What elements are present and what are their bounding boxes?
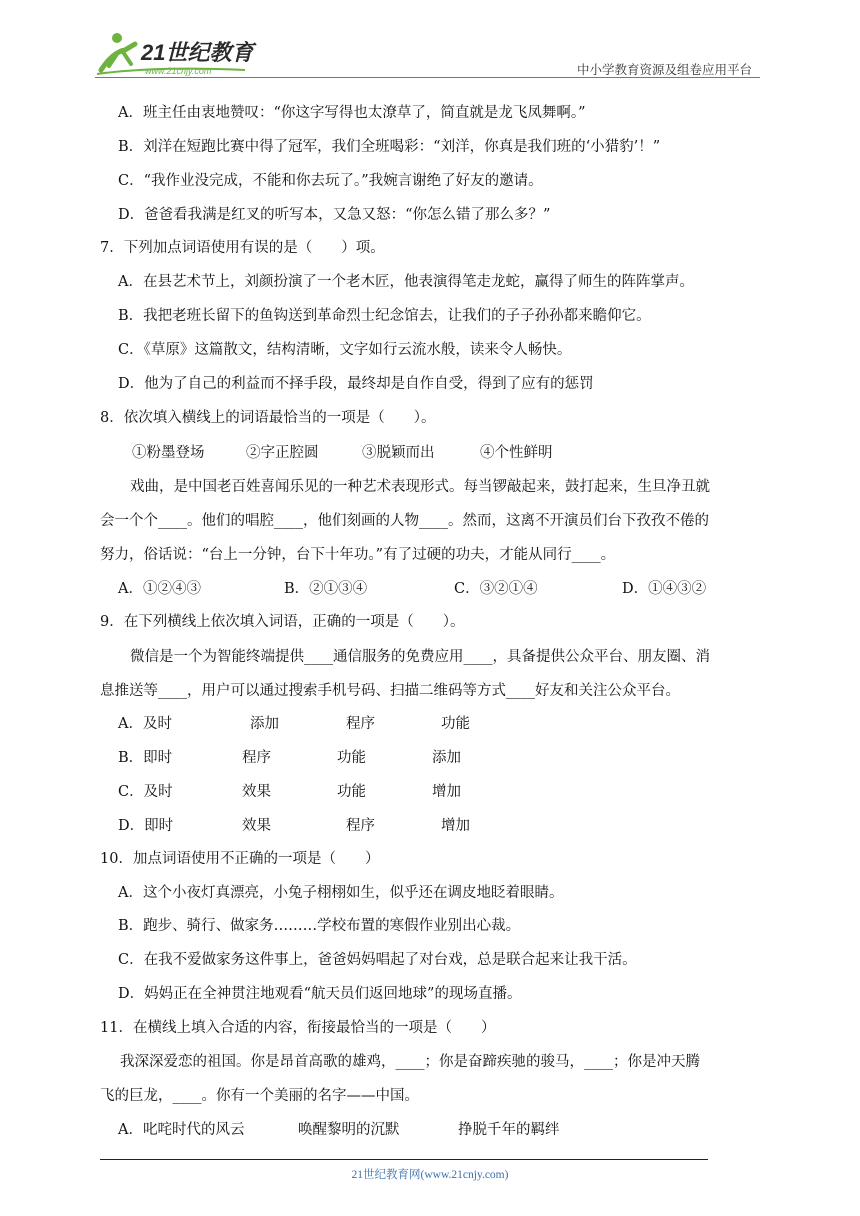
q9-c-word-2: 功能 <box>337 784 366 800</box>
q9-d-word-3: 增加 <box>441 818 470 834</box>
q8-option-a: A．①②④③ <box>118 581 201 597</box>
q7-option-a: A．在县艺术节上，刘颜扮演了一个老木匠，他表演得笔走龙蛇，赢得了师生的阵阵掌声。 <box>118 274 694 290</box>
q8-word-2: ②字正腔圆 <box>246 445 319 461</box>
q10-option-d: D．妈妈正在全神贯注地观看“航天员们返回地球”的现场直播。 <box>118 986 522 1002</box>
q9-d-label: D．即时 <box>118 818 174 834</box>
q8-passage-line-3: 努力，俗话说：“台上一分钟，台下十年功。”有了过硬的功夫，才能从同行____。 <box>100 547 616 563</box>
q11-passage-line-2: 飞的巨龙，____。你有一个美丽的名字——中国。 <box>100 1088 419 1104</box>
q10-option-b: B．跑步、骑行、做家务………学校布置的寒假作业别出心裁。 <box>118 918 521 934</box>
logo-text: 21世纪教育 <box>141 40 254 65</box>
q8-stem: 8．依次填入横线上的词语最恰当的一项是（ ）。 <box>100 410 436 426</box>
q7-option-d: D．他为了自己的利益而不择手段，最终却是自作自受，得到了应有的惩罚 <box>118 376 594 392</box>
q6-option-a: A．班主任由衷地赞叹：“你这字写得也太潦草了，简直就是龙飞凤舞啊。” <box>118 105 586 121</box>
q7-option-b: B．我把老班长留下的鱼钩送到革命烈士纪念馆去，让我们的子子孙孙都来瞻仰它。 <box>118 308 651 324</box>
q9-a-word-2: 程序 <box>346 716 375 732</box>
page-header <box>95 30 760 80</box>
q7-option-c: C．《草原》这篇散文，结构清晰，文字如行云流水般，读来令人畅快。 <box>118 342 572 358</box>
q9-c-word-1: 效果 <box>242 784 271 800</box>
q8-option-d: D．①④③② <box>622 581 707 597</box>
q8-passage-line-2: 会一个个____。他们的唱腔____，他们刻画的人物____。然而，这离不开演员们台下孜孜不倦的 <box>100 513 709 529</box>
q10-option-a: A．这个小夜灯真漂亮，小兔子栩栩如生，似乎还在调皮地眨着眼睛。 <box>118 885 564 901</box>
q9-d-word-2: 程序 <box>346 818 375 834</box>
q11-a-part-2: 唤醒黎明的沉默 <box>298 1122 400 1138</box>
q11-passage-line-1: 我深深爱恋的祖国。你是昂首高歌的雄鸡，____；你是奋蹄疾驰的骏马，____；你是冲天腾 <box>120 1054 700 1070</box>
q9-a-word-1: 添加 <box>250 716 279 732</box>
footer-divider <box>100 1159 708 1160</box>
q8-word-3: ③脱颖而出 <box>362 445 435 461</box>
q8-option-b: B．②①③④ <box>284 581 368 597</box>
logo-url: www.21cnjy.com <box>145 66 212 76</box>
q11-a-part-3: 挣脱千年的羁绊 <box>458 1122 560 1138</box>
q9-a-word-3: 功能 <box>441 716 470 732</box>
q6-option-b: B．刘洋在短跑比赛中得了冠军，我们全班喝彩：“刘洋，你真是我们班的‘小猎豹’！” <box>118 139 661 155</box>
q9-b-word-2: 功能 <box>337 750 366 766</box>
q9-c-label: C．及时 <box>118 784 173 800</box>
q6-option-d: D．爸爸看我满是红叉的听写本，又急又怒：“你怎么错了那么多？” <box>118 207 551 223</box>
q9-c-word-3: 增加 <box>432 784 461 800</box>
logo-21cnjy <box>95 30 265 78</box>
q9-passage-line-2: 息推送等____，用户可以通过搜索手机号码、扫描二维码等方式____好友和关注公众平台。 <box>100 683 680 699</box>
q8-word-1: ①粉墨登场 <box>132 445 205 461</box>
q10-option-c: C．在我不爱做家务这件事上，爸爸妈妈唱起了对台戏，总是联合起来让我干活。 <box>118 952 637 968</box>
q11-a-part-1: A．叱咤时代的风云 <box>118 1122 245 1138</box>
q9-stem: 9．在下列横线上依次填入词语，正确的一项是（ ）。 <box>100 614 465 630</box>
q8-option-c: C．③②①④ <box>454 581 538 597</box>
header-slogan: 中小学教育资源及组卷应用平台 <box>576 62 752 77</box>
q9-b-word-3: 添加 <box>432 750 461 766</box>
q9-d-word-1: 效果 <box>242 818 271 834</box>
q9-a-label: A．及时 <box>118 716 172 732</box>
q11-stem: 11．在横线上填入合适的内容，衔接最恰当的一项是（ ） <box>100 1020 496 1036</box>
q8-passage-line-1: 戏曲，是中国老百姓喜闻乐见的一种艺术表现形式。每当锣敲起来，鼓打起来，生旦净丑就 <box>130 479 710 495</box>
q9-b-label: B．即时 <box>118 750 173 766</box>
q9-b-word-1: 程序 <box>242 750 271 766</box>
q6-option-c: C．“我作业没完成，不能和你去玩了。”我婉言谢绝了好友的邀请。 <box>118 173 543 189</box>
header-divider <box>95 77 760 78</box>
q7-stem: 7．下列加点词语使用有误的是（ ）项。 <box>100 240 385 256</box>
footer-text: 21世纪教育网(www.21cnjy.com) <box>351 1169 509 1181</box>
q8-word-4: ④个性鲜明 <box>480 445 553 461</box>
q10-stem: 10．加点词语使用不正确的一项是（ ） <box>100 851 380 867</box>
q9-passage-line-1: 微信是一个为智能终端提供____通信服务的免费应用____，具备提供公众平台、朋友圈、消 <box>130 649 710 665</box>
